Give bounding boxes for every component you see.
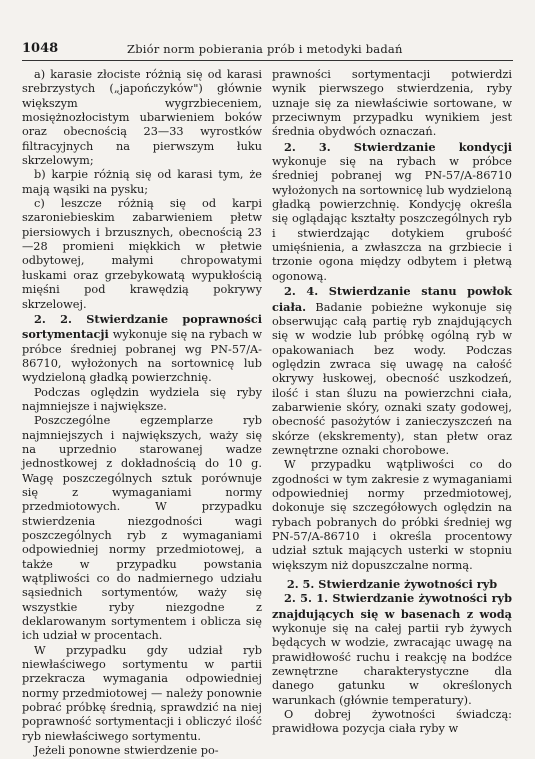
list-item: a) karasie złociste różnią się od karasi srebrzystych („japończyków") głównie większym wygrzbieceniem, mosiężnozłocistym ubarwieniem boków oraz obecnością 23—33 wyrostków filtracyjnych na pierwszym łuku skrzelowym; <box>22 68 262 168</box>
paragraph: prawności sortymentacji potwierdzi wynik pierwszego stwierdzenia, ryby uznaje się za niewłaściwie sortowane, w przeciwnym przypadku wynikiem jest średnia obydwóch oznaczań. <box>272 68 512 139</box>
page-header <box>22 40 513 61</box>
section-heading: 2. 5. Stwierdzanie żywotności ryb <box>286 577 498 592</box>
running-title: Zbiór norm pobierania prób i metodyki badań <box>127 42 403 56</box>
section-paragraph: 2. 5. 1. Stwierdzanie żywotności ryb znajdujących się w basenach z wodą wykonuje się na całej partii ryb żywych będących w wodzie, zwracając uwagę na prawidłowość ruchu i reakcję na bodźce zewnętrzne charakterystyczne dla danego gatunku w określonych warunkach (głównie temperatury). <box>272 591 512 707</box>
left-column <box>22 68 262 759</box>
paragraph: Jeżeli ponowne stwierdzenie po- <box>34 744 219 758</box>
paragraph: O dobrej żywotności świadczą: prawidłowa pozycja ciała ryby w <box>272 708 512 736</box>
list-item: b) karpie różnią się od karasi tym, że mają wąsiki na pysku; <box>22 168 262 196</box>
section-paragraph: 2. 4. Stwierdzanie stanu powłok ciała. Badanie pobieżne wykonuje się obserwując całą partię ryb znajdujących się w wodzie lub próbkę ogólną ryb w opakowaniach bez wody. Podczas oględzin zwraca się uwagę na całość okrywy łuskowej, obecność uszkodzeń, ilość i stan śluzu na powierzchni ciała, zabarwienie skóry, oznaki szaty godowej, obecność pasożytów i zanieczyszczeń na skórze (ekskrementy), stan płetw oraz zewnętrzne oznaki chorobowe. <box>272 284 512 457</box>
paragraph: W przypadku gdy udział ryb niewłaściwego sortymentu w partii przekracza wymagania odpowiedniej normy przedmiotowej — należy ponownie pobrać próbkę średnią, sprawdzić na niej poprawność sortymentacji i obliczyć ilość ryb niewłaściwego sortymentu. <box>22 643 262 743</box>
section-paragraph: 2. 3. Stwierdzanie kondycji wykonuje się na rybach w próbce średniej pobranej wg PN-57/A-86710 wyłożonych na sortownicę lub wydzieloną gładką powierzchnię. Kondycję określa się oglądając kształty poszczególnych ryb i stwierdzając dotykiem grubość umięśnienia, a zwłaszcza na grzbiecie i trzonie ogona między odbytem i płetwą ogonową. <box>272 139 512 283</box>
section-heading: 2. 4. Stwierdzanie stanu powłok ciała. <box>272 284 512 314</box>
right-column <box>272 68 512 737</box>
list-item: c) leszcze różnią się od karpi szaroniebieskim zabarwieniem płetw piersiowych i brzusznych, obecnością 23—28 promieni miękkich w płetwie odbytowej, małymi chropowatymi łuskami oraz grzebykowatą wypukłością mięśni pod krawędzią pokrywy skrzelowej. <box>22 197 262 311</box>
page-number: 1048 <box>22 41 59 56</box>
paragraph: Podczas oględzin wydziela się ryby najmniejsze i największe. <box>22 385 262 413</box>
section-heading: 2. 3. Stwierdzanie kondycji <box>284 139 512 154</box>
paragraph: W przypadku wątpliwości co do zgodności w tym zakresie z wymaganiami odpowiedniej normy przedmiotowej, dokonuje się szczegółowych oględzin na rybach pobranych do próbki średniej wg PN-57/A-86710 i określa procentowy udział sztuk mających usterki w stopniu większym niż dopuszczalne normą. <box>272 458 512 572</box>
section-paragraph: 2. 2. Stwierdzanie poprawności sortymentacji wykonuje się na rybach w próbce średniej pobranej wg PN-57/A-86710, wyłożonych na sortownicę lub wydzieloną gładką powierzchnię. <box>22 311 262 385</box>
paragraph: Poszczególne egzemplarze ryb najmniejszych i największych, waży się na uprzednio starowanej wadze jednostkowej z dokładnością do 10 g. Wagę poszczególnych sztuk porównuje się z wymaganiami normy przedmiotowych. W przypadku stwierdzenia niezgodności wagi poszczególnych ryb z wymaganiami odpowiedniej normy przedmiotowej, a także w przypadku powstania wątpliwości co do nadmiernego udziału sąsiednich sortymentów, waży się wszystkie ryby niezgodne z deklarowanym sortymentem i oblicza się ich udział w procentach. <box>22 414 262 643</box>
section-heading: 2. 5. 1. Stwierdzanie żywotności ryb znajdujących się w basenach z wodą <box>272 591 512 621</box>
section-heading: 2. 2. Stwierdzanie poprawności sortymentacji <box>22 311 262 342</box>
